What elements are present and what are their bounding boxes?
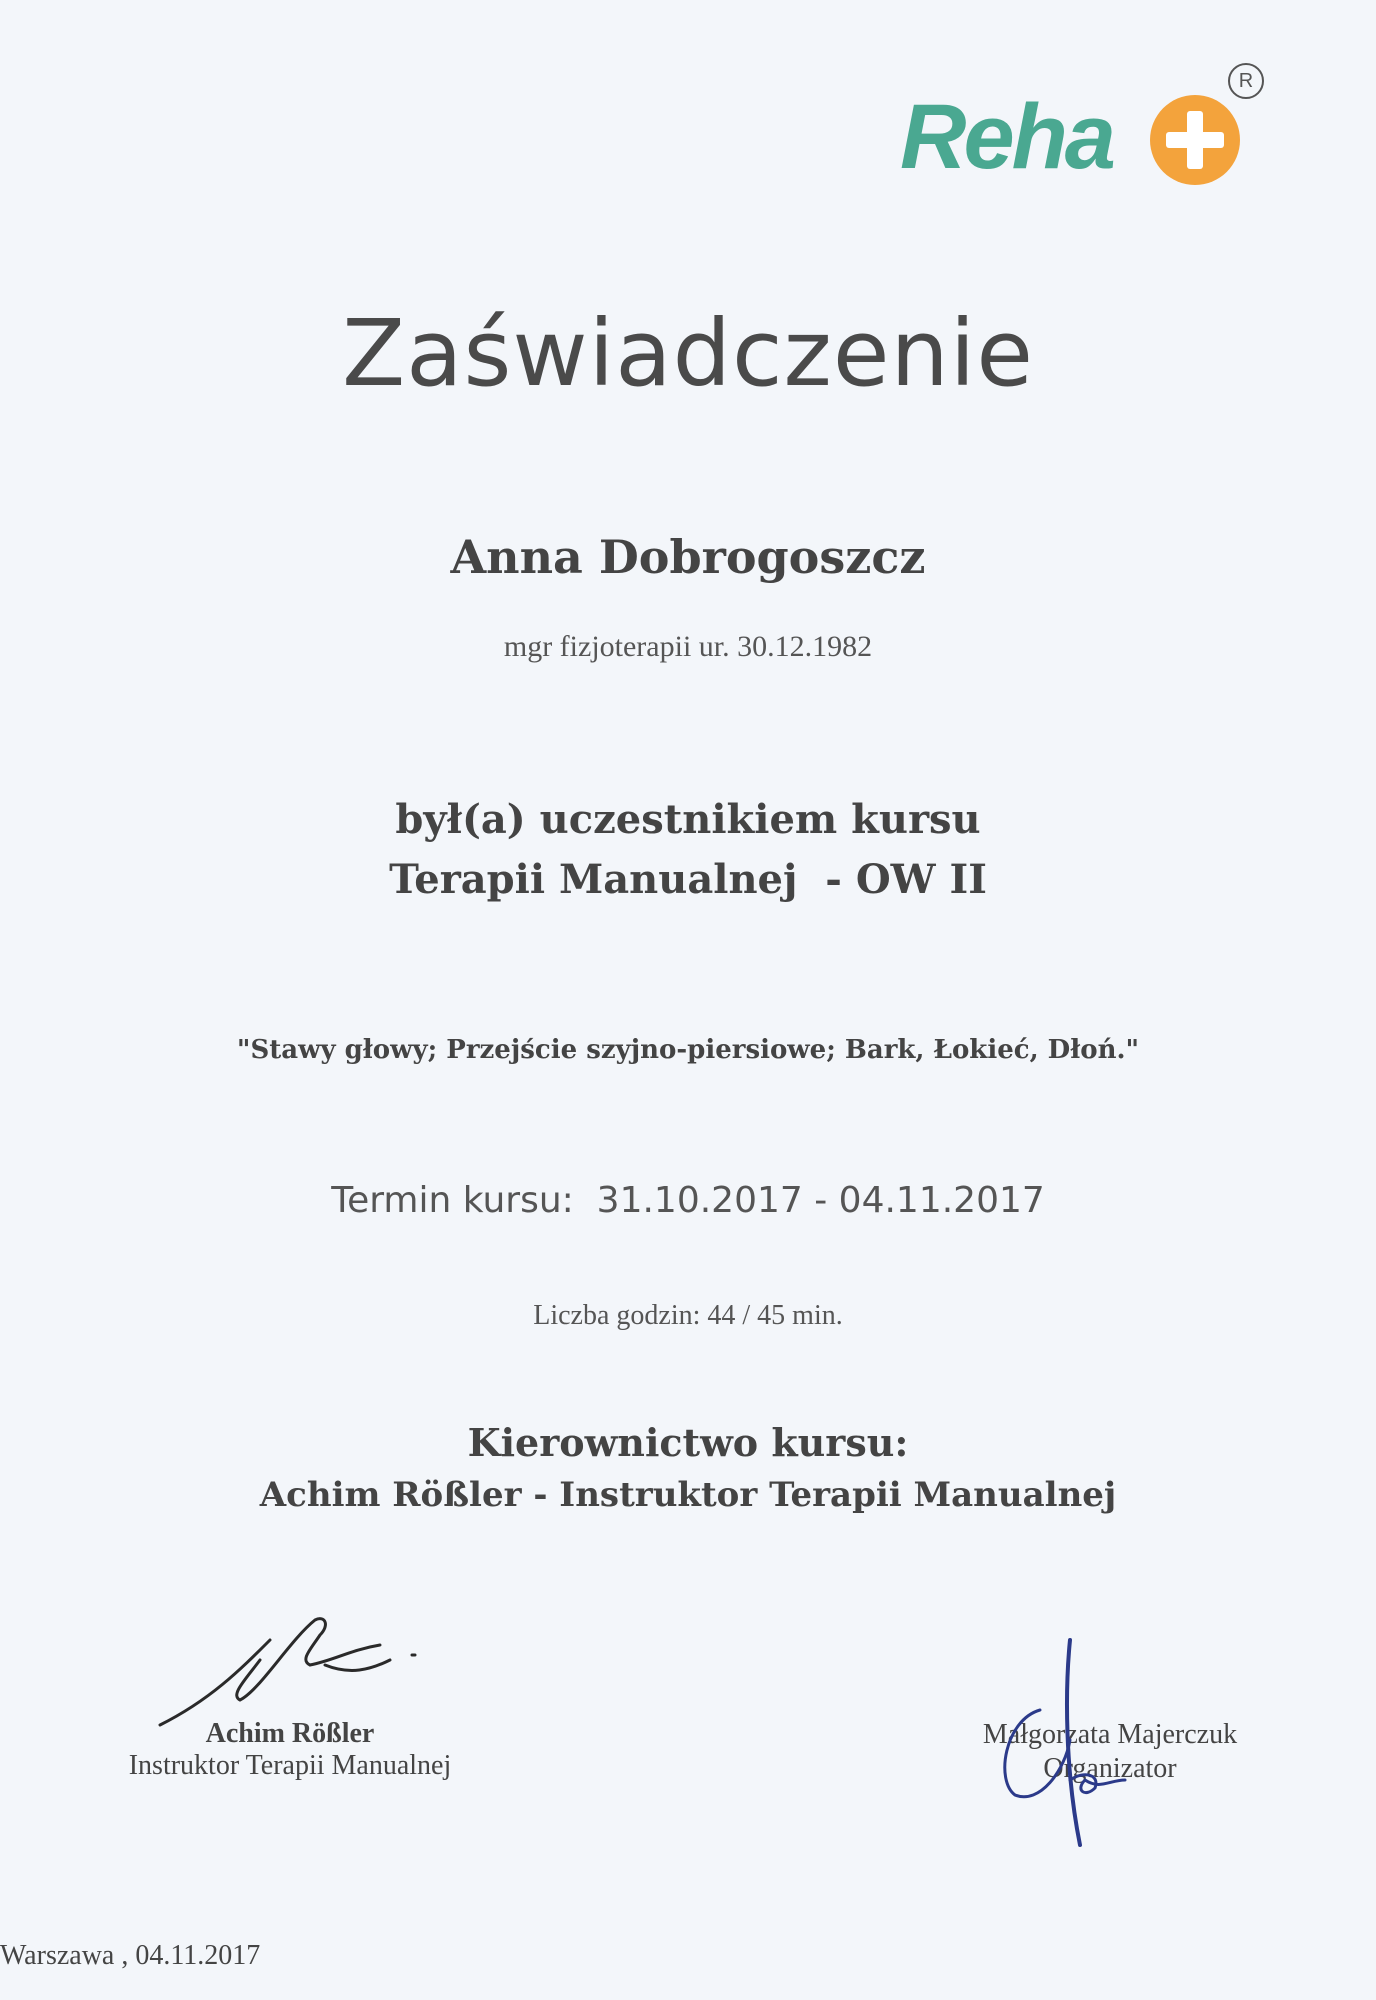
instructor-signature-role: Instruktor Terapii Manualnej xyxy=(128,1750,452,1781)
instructor-signature-block xyxy=(80,1718,500,1782)
organizer-signature xyxy=(985,1630,1145,1850)
place-and-date: Warszawa , 04.11.2017 xyxy=(0,1940,261,1971)
term-label: Termin kursu: xyxy=(331,1180,574,1221)
direction-heading: Kierownictwo kursu: xyxy=(467,1420,909,1465)
course-hours: Liczba godzin: 44 / 45 min. xyxy=(533,1300,843,1331)
course-description xyxy=(0,790,1376,910)
recipient-details: mgr fizjoterapii ur. 30.12.1982 xyxy=(503,630,873,663)
term-value: 31.10.2017 - 04.11.2017 xyxy=(596,1180,1045,1221)
course-line-2: Terapii Manualnej - OW II xyxy=(389,856,987,903)
organizer-signature-name: Małgorzata Majerczuk xyxy=(982,1719,1238,1750)
registered-mark: R xyxy=(1228,63,1264,99)
logo-wordmark: Reha xyxy=(900,86,1113,188)
course-topics: "Stawy głowy; Przejście szyjno-piersiowe; Bark, Łokieć, Dłoń." xyxy=(236,1035,1140,1065)
plus-icon xyxy=(1150,95,1240,185)
recipient-name: Anna Dobrogoszcz xyxy=(450,530,926,584)
reha-logo xyxy=(900,55,1280,188)
course-term xyxy=(0,1180,1376,1221)
course-line-1: był(a) uczestnikiem kursu xyxy=(395,796,981,843)
direction-instructor: Achim Rößler - Instruktor Terapii Manualnej xyxy=(259,1475,1117,1515)
organizer-signature-role: Organizator xyxy=(1043,1753,1177,1784)
document-title: Zaświadczenie xyxy=(342,300,1034,407)
instructor-signature-name: Achim Rößler xyxy=(205,1718,375,1749)
